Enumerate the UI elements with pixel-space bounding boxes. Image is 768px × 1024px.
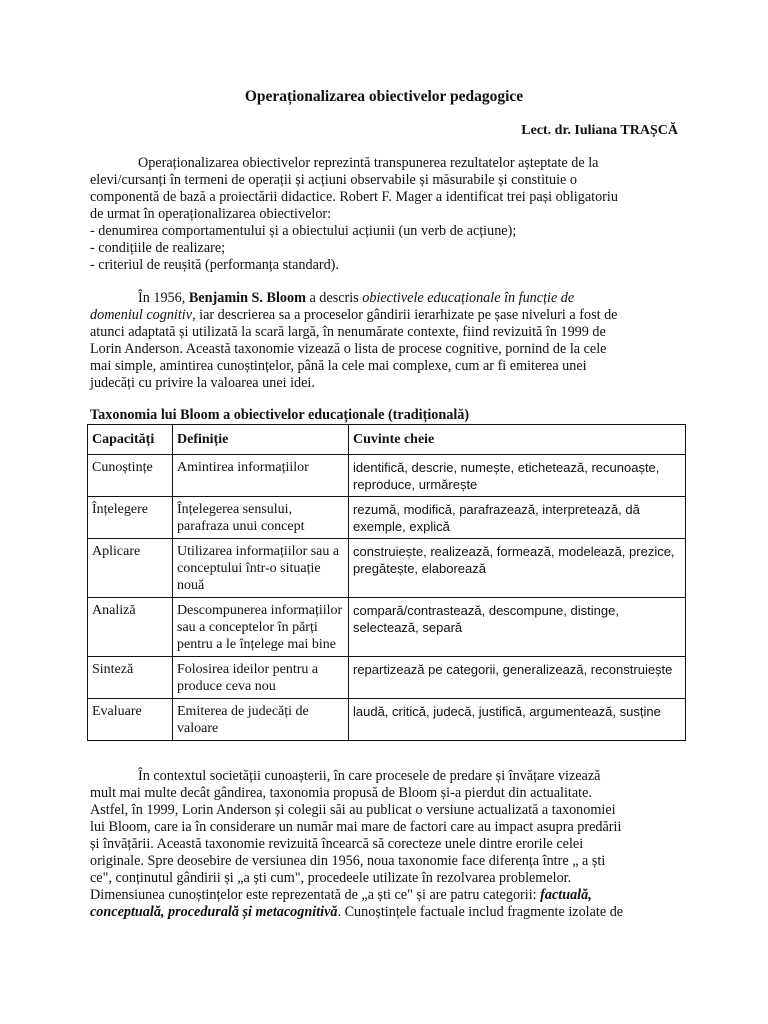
capacity-cell: Înțelegere bbox=[88, 497, 173, 539]
taxonomy-table bbox=[87, 424, 686, 741]
bloom-paragraph bbox=[90, 290, 678, 392]
document-title: Operaționalizarea obiectivelor pedagogice bbox=[244, 88, 524, 105]
text-line: atunci adaptată și utilizată la scară largă, în nenumărate contexte, fiind revizuită în 1999 de bbox=[90, 324, 606, 340]
definition-cell: Emiterea de judecăți de valoare bbox=[173, 699, 349, 741]
text-line: elevi/cursanți în termeni de operații și acțiuni observabile și măsurabile și constituie o bbox=[90, 172, 577, 188]
text-line: judecăți cu privire la valoarea unei idei. bbox=[90, 375, 315, 391]
column-header: Capacități bbox=[88, 425, 173, 455]
text-line: Astfel, în 1999, Lorin Anderson și colegii săi au publicat o versiune actualizată a taxonomiei bbox=[90, 802, 616, 818]
keywords-cell: laudă, critică, judecă, justifică, argumentează, susține bbox=[349, 699, 686, 741]
text-line: lui Bloom, care ia în considerare un număr mai mare de factori care au impact asupra predării bbox=[90, 819, 622, 835]
text-line: În 1956, Benjamin S. Bloom a descris obiectivele educaționale în funcție de bbox=[138, 290, 575, 306]
capacity-cell: Cunoștințe bbox=[88, 455, 173, 497]
author-line: Lect. dr. Iuliana TRAȘCĂ bbox=[521, 123, 678, 138]
capacity-cell: Evaluare bbox=[88, 699, 173, 741]
table-row bbox=[88, 455, 686, 497]
list-item: - criteriul de reușită (performanța standard). bbox=[90, 257, 339, 273]
context-paragraph bbox=[90, 768, 678, 921]
intro-paragraph bbox=[90, 155, 678, 274]
table-header-row bbox=[88, 425, 686, 455]
keywords-cell: identifică, descrie, numește, etichetează, recunoaște, reproduce, urmărește bbox=[349, 455, 686, 497]
list-item: - denumirea comportamentului și a obiectului acțiunii (un verb de acțiune); bbox=[90, 223, 517, 239]
definition-cell: Descompunerea informațiilor sau a conceptelor în părți pentru a le înțelege mai bine bbox=[173, 598, 349, 657]
bloom-name: Benjamin S. Bloom bbox=[188, 290, 306, 306]
column-header: Cuvinte cheie bbox=[349, 425, 686, 455]
definition-cell: Folosirea ideilor pentru a produce ceva nou bbox=[173, 657, 349, 699]
definition-cell: Înțelegerea sensului, parafraza unui concept bbox=[173, 497, 349, 539]
table-row bbox=[88, 699, 686, 741]
table-row bbox=[88, 497, 686, 539]
text-line: de urmat în operaționalizarea obiectivelor: bbox=[90, 206, 332, 222]
keywords-cell: compară/contrastează, descompune, distinge, selectează, separă bbox=[349, 598, 686, 657]
emphasis-text: conceptuală, procedurală și metacognitivă bbox=[90, 904, 338, 920]
text-line: Operaționalizarea obiectivelor reprezintă transpunerea rezultatelor așteptate de la bbox=[138, 155, 599, 171]
capacity-cell: Aplicare bbox=[88, 539, 173, 598]
keywords-cell: rezumă, modifică, parafrazează, interpretează, dă exemple, explică bbox=[349, 497, 686, 539]
table-caption: Taxonomia lui Bloom a obiectivelor educaționale (tradițională) bbox=[90, 407, 470, 423]
keywords-cell: construiește, realizează, formează, modelează, prezice, pregătește, elaborează bbox=[349, 539, 686, 598]
table-row bbox=[88, 598, 686, 657]
list-item: - condițiile de realizare; bbox=[90, 240, 226, 256]
text-line: originale. Spre deosebire de versiunea din 1956, noua taxonomie face diferența între „ a ști bbox=[90, 853, 606, 869]
emphasis-text: factuală, bbox=[540, 887, 592, 903]
table-row bbox=[88, 539, 686, 598]
text-line: componentă de bază a proiectării didactice. Robert F. Mager a identificat trei pași obligatoriu bbox=[90, 189, 618, 205]
text-line: mult mai multe decât gândirea, taxonomia propusă de Bloom și-a pierdut din actualitate. bbox=[90, 785, 592, 801]
text-line: Lorin Anderson. Această taxonomie vizează o lista de procese cognitive, pornind de la cele bbox=[90, 341, 607, 357]
definition-cell: Amintirea informațiilor bbox=[173, 455, 349, 497]
text-line: ce", conținutul gândirii și „a ști cum", procedeele utilizate în rezolvarea problemelor. bbox=[90, 870, 572, 886]
definition-cell: Utilizarea informațiilor sau a conceptului într-o situație nouă bbox=[173, 539, 349, 598]
text-line: domeniul cognitiv, iar descrierea sa a proceselor gândirii ierarhizate pe șase niveluri a fost de bbox=[90, 307, 618, 323]
capacity-cell: Sinteză bbox=[88, 657, 173, 699]
text-line: Dimensiunea cunoștințelor este reprezentată de „a ști ce" și are patru categorii: factuală, bbox=[90, 887, 592, 903]
table-row bbox=[88, 657, 686, 699]
text-line: și învățării. Această taxonomie revizuită încearcă să corecteze unele dintre erorile celei bbox=[90, 836, 584, 852]
text-line: În contextul societății cunoașterii, în care procesele de predare și învățare vizează bbox=[138, 768, 601, 784]
text-line: conceptuală, procedurală și metacognitivă. Cunoștințele factuale includ fragmente izolate de bbox=[90, 904, 624, 920]
keywords-cell: repartizează pe categorii, generalizează, reconstruiește bbox=[349, 657, 686, 699]
text-line: mai simple, amintirea cunoștințelor, până la cele mai complexe, cum ar fi emiterea unei bbox=[90, 358, 587, 374]
column-header: Definiție bbox=[173, 425, 349, 455]
capacity-cell: Analiză bbox=[88, 598, 173, 657]
